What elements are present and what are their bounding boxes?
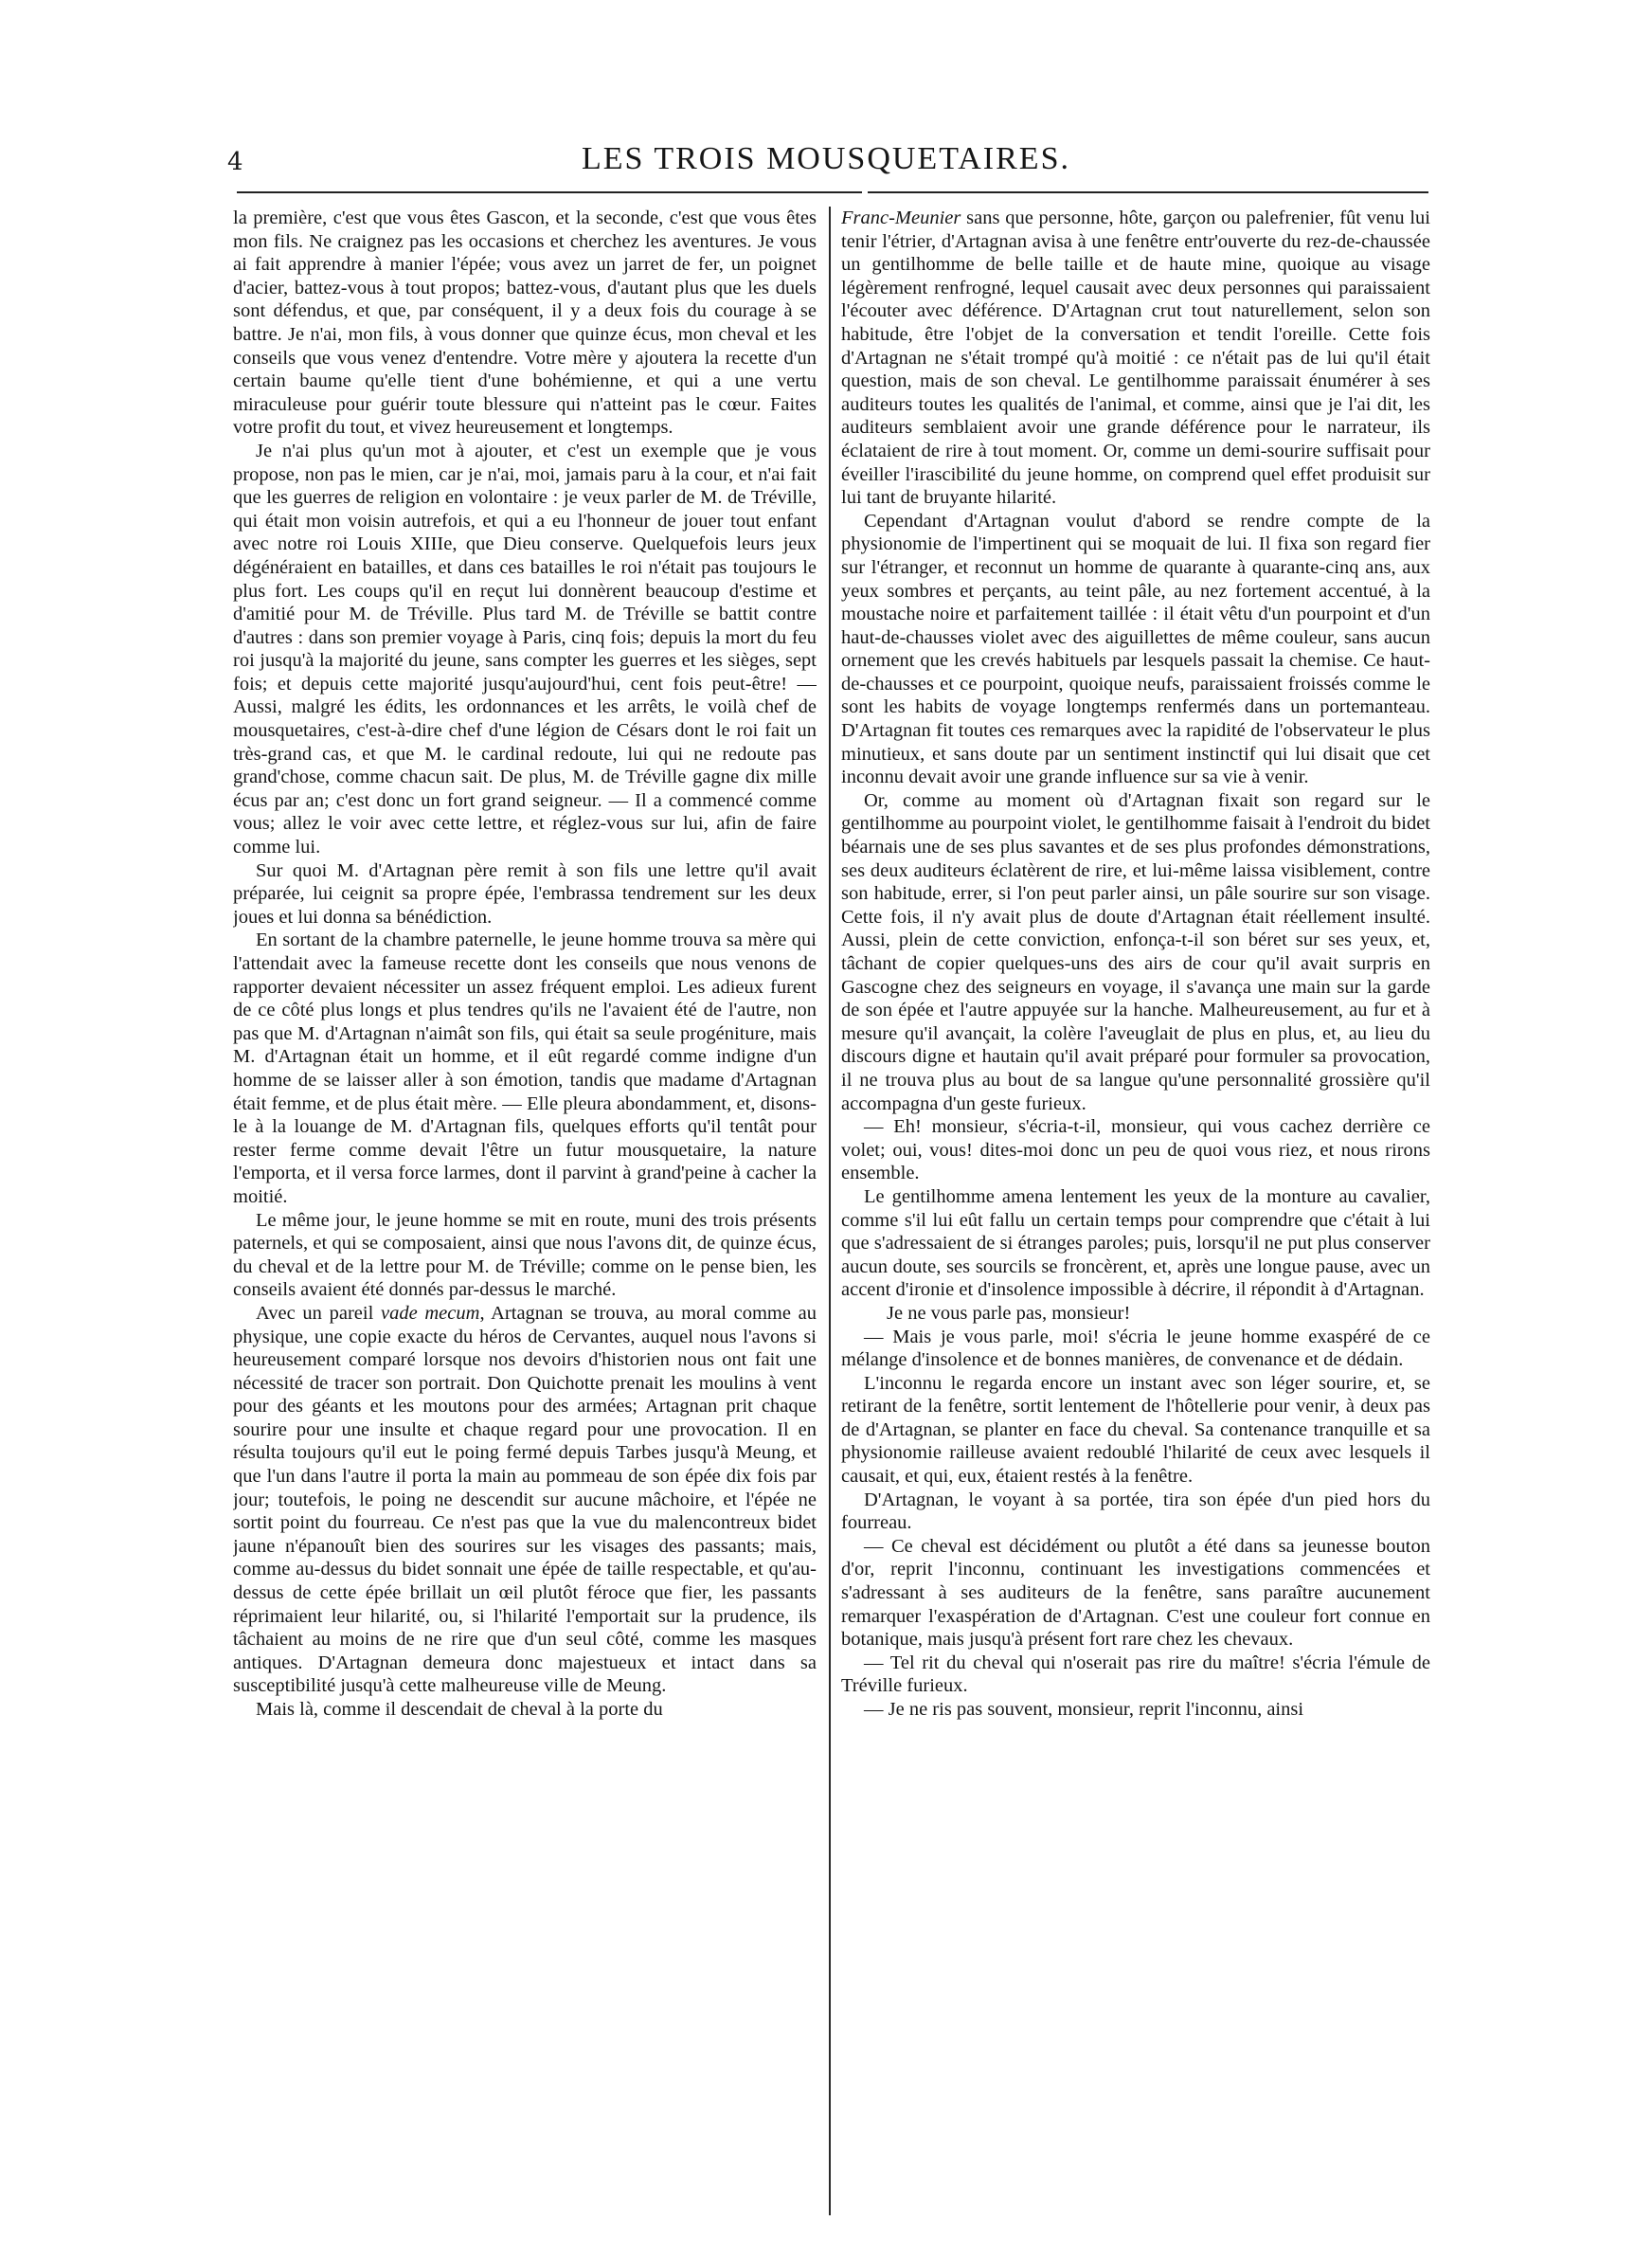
paragraph: L'inconnu le regarda encore un instant avec son léger sourire, et, se retirant de la fenêtre, sortit lentement de l'hôtellerie pour venir, à deux pas de d'Artagnan, se planter en face du cheval. Sa contenance tranquille et sa physionomie railleuse avaient redoublé l'hilarité de ceux avec lesquels il causait, et qui, eux, étaient restés à la fenêtre. — [841, 1372, 1430, 1488]
paragraph: Or, comme au moment où d'Artagnan fixait son regard sur le gentilhomme au pourpoint violet, le gentilhomme faisait à l'endroit du bidet béarnais une de ses plus savantes et de ses plus profondes démonstrations, ses deux auditeurs éclatèrent de rire, et lui-même laissa visiblement, contre son habitude, errer, si l'on peut parler ainsi, un pâle sourire sur son visage. Cette fois, il n'y avait plus de doute d'Artagnan était réellement insulté. Aussi, plein de cette conviction, enfonça-t-il son béret sur ses yeux, et, tâchant de copier quelques-uns des airs de cour qu'il avait surpris en Gascogne chez des seigneurs en voyage, il s'avança une main sur la garde de son épée et l'autre appuyée sur la hanche. Malheureusement, au fur et à mesure qu'il avançait, la colère l'aveuglait de plus en plus, et, au lieu du discours digne et hautain qu'il avait préparé pour formuler sa provocation, il ne trouva plus au bout de sa langue qu'une personnalité grossière qu'il accompagna d'un geste furieux. — [841, 789, 1430, 1114]
paragraph: — Mais je vous parle, moi! s'écria le jeune homme exaspéré de ce mélange d'insolence et de bonnes manières, de convenance et de dédain. — [841, 1326, 1430, 1371]
paragraph: — Eh! monsieur, s'écria-t-il, monsieur, qui vous cachez derrière ce volet; oui, vous! dites-moi donc un peu de quoi vous riez, et nous rirons ensemble. — [841, 1116, 1430, 1184]
right-text-column — [841, 207, 1430, 2215]
italic-phrase: Franc-Meunier — [841, 208, 961, 228]
text-run: Avec un pareil — [256, 1302, 381, 1324]
paragraph — [233, 1302, 817, 1698]
paragraph: — Je ne ris pas souvent, monsieur, reprit l'inconnu, ainsi — [864, 1699, 1304, 1720]
paragraph: Je n'ai plus qu'un mot à ajouter, et c'est un exemple que je vous propose, non pas le mien, car je n'ai, moi, jamais paru à la cour, et n'ai fait que les guerres de religion en volontaire : je veux parler de M. de Tréville, qui était mon voisin autrefois, et qui a eu l'honneur de jouer tout enfant avec notre roi Louis XIIIe, que Dieu conserve. Quelquefois leurs jeux dégénéraient en batailles, et dans ces batailles le roi n'était pas toujours le plus fort. Les coups qu'il en reçut lui donnèrent beaucoup d'estime et d'amitié pour M. de Tréville. Plus tard M. de Tréville se battit contre d'autres : dans son premier voyage à Paris, cinq fois; depuis la mort du feu roi jusqu'à la majorité du jeune, sans compter les guerres et les sièges, sept fois; et depuis cette majorité jusqu'aujourd'hui, cent fois peut-être! — Aussi, malgré les édits, les ordonnances et les arrêts, le voilà chef de mousquetaires, c'est-à-dire chef d'une légion de Césars dont le roi fait un très-grand cas, et que M. le cardinal redoute, lui qui ne redoute pas grand'chose, comme chacun sait. De plus, M. de Tréville gagne dix mille écus par an; c'est donc un fort grand seigneur. — Il a commencé comme vous; allez le voir avec cette lettre, et réglez-vous sur lui, afin de faire comme lui. — [233, 440, 817, 858]
paragraph: Mais là, comme il descendait de cheval à la porte du — [256, 1699, 663, 1720]
header-rule-left — [237, 191, 862, 193]
italic-phrase: vade mecum — [380, 1302, 480, 1324]
paragraph: — Ce cheval est décidément ou plutôt a été dans sa jeunesse bouton d'or, reprit l'inconnu, continuant les investigations commencées et s'adressant à ses auditeurs de la fenêtre, sans paraître aucunement remarquer l'exaspération de d'Artagnan. C'est une couleur fort connue en botanique, mais jusqu'à présent fort rare chez les chevaux. — [841, 1535, 1430, 1651]
paragraph: Le même jour, le jeune homme se mit en route, muni des trois présents paternels, et qui se composaient, ainsi que nous l'avons dit, de quinze écus, du cheval et de la lettre pour M. de Tréville; comme on le pense bien, les conseils avaient été donnés par-dessus le marché. — [233, 1209, 817, 1301]
column-divider — [829, 207, 831, 2215]
paragraph: D'Artagnan, le voyant à sa portée, tira son épée d'un pied hors du fourreau. — [841, 1489, 1430, 1534]
paragraph: En sortant de la chambre paternelle, le jeune homme trouva sa mère qui l'attendait avec la fameuse recette dont les conseils que nous venons de rapporter devaient nécessiter un assez fréquent emploi. Les adieux furent de ce côté plus longs et plus tendres qu'ils ne l'avaient été de l'autre, non pas que M. d'Artagnan n'aimât son fils, qui était sa seule progéniture, mais M. d'Artagnan était un homme, et il eût regardé comme indigne d'un homme de se laisser aller à son émotion, tandis que madame d'Artagnan était femme, et de plus était mère. — Elle pleura abondamment, et, disons-le à la louange de M. d'Artagnan fils, quelques efforts qu'il tentât pour rester ferme comme devait l'être un futur mousquetaire, la nature l'emporta, et il versa force larmes, dont il parvint à grand'peine à cacher la moitié. — [233, 930, 817, 1207]
left-text-column — [233, 207, 817, 2215]
paragraph: Le gentilhomme amena lentement les yeux de la monture au cavalier, comme s'il lui eût fallu un certain temps pour comprendre que c'était à lui que s'adressaient de si étranges paroles; puis, lorsqu'il ne put plus conserver aucun doute, ses sourcils se froncèrent, et, après une longue pause, avec un accent d'ironie et d'insolence impossible à décrire, il répondit à d'Artagnan. — [841, 1185, 1430, 1301]
text-run: , Artagnan se trouva, au moral comme au physique, une copie exacte du héros de Cervantes, auquel nous l'avons si heureusement comparé lorsque nos devoirs d'historien nous ont fait une nécessité de tracer son portrait. Don Quichotte prenait les moulins à vent pour des géants et les moutons pour des armées; Artagnan prit chaque sourire pour une insulte et chaque regard pour une provocation. Il en résulta toujours qu'il eut le poing fermé depuis Tarbes jusqu'à Meung, et que l'un dans l'autre il porta la main au pommeau de son épée dix fois par jour; toutefois, le poing ne descendit sur aucune mâchoire, et l'épée ne sortit point du fourreau. Ce n'est pas que la vue du malencontreux bidet jaune n'épanouît bien des sourires sur les visages des passants; mais, comme au-dessus du bidet sonnait une épée de taille respectable, et qu'au-dessus de cette épée brillait un œil plutôt féroce que fier, les passants réprimaient leur hilarité, ou, si l'hilarité l'emportait sur la prudence, ils tâchaient au moins de ne rire que d'un seul côté, comme les masques antiques. D'Artagnan demeura donc majestueux et intact dans sa susceptibilité jusqu'à cette malheureuse ville de Meung. — [233, 1302, 817, 1697]
text-run: sans que personne, hôte, garçon ou palefrenier, fût venu lui tenir l'étrier, d'Artagnan avisa à une fenêtre entr'ouverte du rez-de-chaussée un gentilhomme de belle taille et de haute mine, quoique au visage légèrement renfrogné, lequel causait avec deux personnes qui paraissaient l'écouter avec déférence. D'Artagnan crut tout naturellement, selon son habitude, être l'objet de la conversation et tendit l'oreille. Cette fois d'Artagnan ne s'était trompé qu'à moitié : ce n'était pas de lui qu'il était question, mais de son cheval. Le gentilhomme paraissait énumérer à ses auditeurs toutes les qualités de l'animal, et comme, ainsi que je l'ai dit, les auditeurs semblaient avoir une grande déférence pour le narrateur, ils éclataient de rire à tout moment. Or, comme un demi-sourire suffisait pour éveiller l'irascibilité du jeune homme, on comprend quel effet produisit sur lui tant de bruyante hilarité. — [841, 208, 1430, 509]
paragraph — [841, 207, 1430, 510]
paragraph: Je ne vous parle pas, monsieur! — [887, 1302, 1131, 1324]
header-rule-right — [868, 191, 1428, 193]
page-number: 4 — [227, 148, 243, 176]
paragraph: Sur quoi M. d'Artagnan père remit à son fils une lettre qu'il avait préparée, lui ceignit sa propre épée, l'embrassa tendrement sur les deux joues et lui donna sa bénédiction. — [233, 859, 817, 928]
running-title: LES TROIS MOUSQUETAIRES. — [582, 141, 1070, 176]
paragraph: Cependant d'Artagnan voulut d'abord se rendre compte de la physionomie de l'impertinent qui se moquait de lui. Il fixa son regard fier sur l'étranger, et reconnut un homme de quarante à quarante-cinq ans, aux yeux sombres et perçants, au teint pâle, au nez fortement accentué, à la moustache noire et parfaitement taillée : il était vêtu d'un pourpoint et d'un haut-de-chausses violet avec des aiguillettes de même couleur, sans aucun ornement que les crevés habituels par lesquels passait la chemise. Ce haut-de-chausses et ce pourpoint, quoique neufs, paraissaient froissés comme le sont les habits de voyage longtemps renfermés dans un portemanteau. D'Artagnan fit toutes ces remarques avec la rapidité de l'observateur le plus minutieux, et sans doute par un sentiment instinctif qui lui disait que cet inconnu devait avoir une grande influence sur sa vie à venir. — [841, 510, 1430, 788]
paragraph: la première, c'est que vous êtes Gascon, et la seconde, c'est que vous êtes mon fils. Ne craignez pas les occasions et cherchez les aventures. Je vous ai fait apprendre à manier l'épée; vous avez un jarret de fer, un poignet d'acier, battez-vous à tout propos; battez-vous, d'autant plus que les duels sont défendus, et que, par conséquent, il y a deux fois du courage à se battre. Je n'ai, mon fils, à vous donner que quinze écus, mon cheval et les conseils que vous venez d'entendre. Votre mère y ajoutera la recette d'un certain baume qu'elle tient d'une bohémienne, et qui a une vertu miraculeuse pour guérir toute blessure qui n'atteint pas le cœur. Faites votre profit du tout, et vivez heureusement et longtemps. — [233, 208, 817, 439]
paragraph: — Tel rit du cheval qui n'oserait pas rire du maître! s'écria l'émule de Tréville furieux. — [841, 1652, 1430, 1697]
